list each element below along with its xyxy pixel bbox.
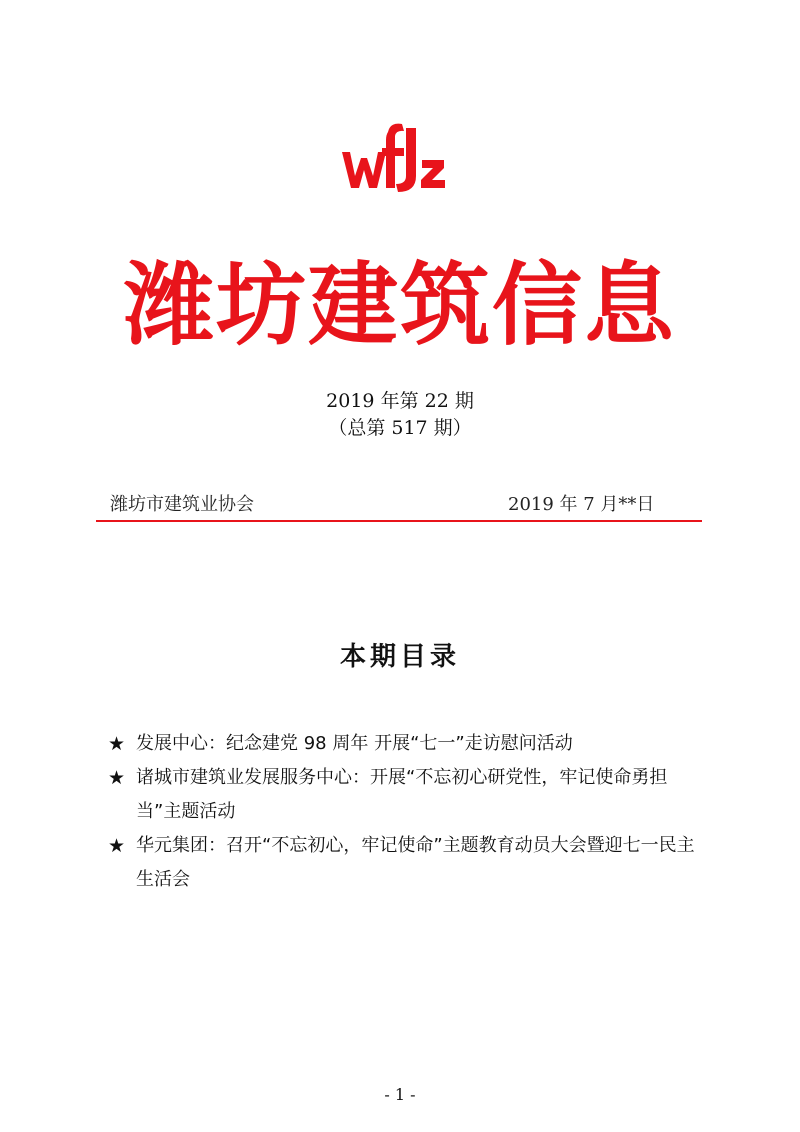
toc-item <box>108 727 708 761</box>
toc-item-text: 发展中心：纪念建党 98 周年 开展“七一”走访慰问活动 <box>136 733 573 754</box>
logo-letter-j <box>396 128 416 192</box>
logo-text: wFJz <box>338 118 341 119</box>
logo-letter-w <box>342 152 386 188</box>
star-icon: ★ <box>108 767 126 789</box>
toc-item <box>108 829 708 897</box>
page-number: - 1 - <box>384 1085 416 1104</box>
toc-list <box>108 727 708 897</box>
wfjz-logo <box>338 118 462 196</box>
logo-letter-z <box>421 160 445 188</box>
toc-item <box>108 761 708 829</box>
publish-date: 2019 年 7 月**日 <box>508 494 655 515</box>
masthead-title: 潍坊建筑信息 <box>124 252 676 358</box>
toc-title: 本期目录 <box>339 642 460 672</box>
publisher: 潍坊市建筑业协会 <box>110 494 254 515</box>
issue-number: 2019 年第 22 期 <box>326 390 474 412</box>
header-divider <box>96 520 702 522</box>
logo-letter-f <box>382 124 404 188</box>
issue-total: （总第 517 期） <box>328 417 472 439</box>
toc-item-text: 华元集团：召开“不忘初心，牢记使命”主题教育动员大会暨迎七一民主生活会 <box>136 835 695 890</box>
star-icon: ★ <box>108 733 126 755</box>
toc-item-text: 诸城市建筑业发展服务中心：开展“不忘初心研党性，牢记使命勇担当”主题活动 <box>136 767 668 822</box>
star-icon: ★ <box>108 835 126 857</box>
